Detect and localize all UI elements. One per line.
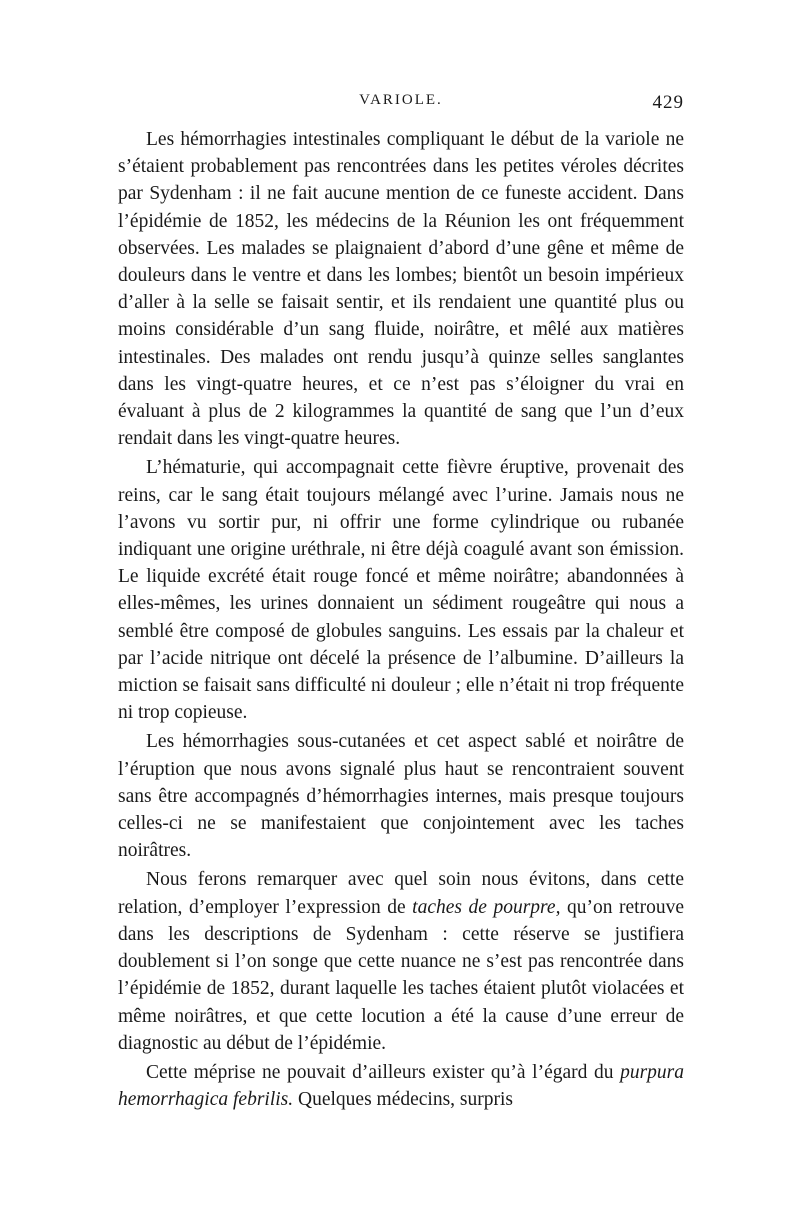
paragraph (118, 1059, 684, 1113)
running-head: VARIOLE. (359, 92, 443, 108)
paragraph (118, 866, 684, 1056)
text-segment: Nous ferons remarquer avec quel soin nous évitons, dans cette relation, d’employer l’expression de (118, 869, 684, 918)
page-header (118, 92, 684, 118)
text-segment: Les hémorrhagies sous-cutanées et cet aspect sablé et noirâtre de l’éruption que nous avons signalé plus haut se rencontraient souvent sans être accompagnés d’hémorrhagies internes, mais presque toujours celles-ci ne se manifestaient que conjointement avec les taches noirâtres. (118, 731, 684, 862)
paragraph (118, 454, 684, 726)
text-segment: qu’on retrouve dans les descriptions de Sydenham : cette réserve se justifiera doublement si l’on songe que cette nuance ne s’est pas rencontrée dans l’épidémie de 1852, durant laquelle les taches étaient plutôt violacées et même noirâtres, et que cette locution a été la cause d’une erreur de diagnostic au début de l’épidémie. (118, 896, 684, 1054)
body-text (118, 126, 684, 1113)
paragraph (118, 728, 684, 864)
page-number: 429 (652, 92, 684, 113)
text-segment: Cette méprise ne pouvait d’ailleurs exister qu’à l’égard du (146, 1061, 621, 1083)
text-segment: L’hématurie, qui accompagnait cette fièvre éruptive, provenait des reins, car le sang était toujours mélangé avec l’urine. Jamais nous ne l’avons vu sortir pur, ni offrir une forme cylindrique ou rubanée indiquant une origine uréthrale, ni être déjà coagulé avant son émission. Le liquide excrété était rouge foncé et même noirâtre; abandonnées à elles-mêmes, les urines donnaient un sédiment rougeâtre qui nous a semblé être composé de globules sanguins. Les essais par la chaleur et par l’acide nitrique ont décelé la présence de l’albumine. D’ailleurs la miction se faisait sans difficulté ni douleur ; elle n’était ni trop fréquente ni trop copieuse. (118, 457, 684, 724)
text-segment: Quelques médecins, surpris (293, 1089, 514, 1111)
italic-segment: purpura hemorrhagica febrilis. (118, 1061, 684, 1111)
paragraph (118, 126, 684, 452)
text-segment: Les hémorrhagies intestinales compliquant le début de la variole ne s’étaient probablement pas rencontrées dans les petites véroles décrites par Sydenham : il ne fait aucune mention de ce funeste accident. Dans l’épidémie de 1852, les médecins de la Réunion les ont fréquemment observées. Les malades se plaignaient d’abord d’une gêne et même de douleurs dans le ventre et dans les lombes; bientôt un besoin impérieux d’aller à la selle se faisait sentir, et ils rendaient une quantité plus ou moins considérable d’un sang fluide, noirâtre, et mêlé aux matières intestinales. Des malades ont rendu jusqu’à quinze selles sanglantes dans les vingt-quatre heures, et ce n’est pas s’éloigner du vrai en évaluant à plus de 2 kilogrammes la quantité de sang que l’un d’eux rendait dans les vingt-quatre heures. (118, 129, 684, 450)
italic-segment: taches de pourpre, (412, 896, 561, 918)
